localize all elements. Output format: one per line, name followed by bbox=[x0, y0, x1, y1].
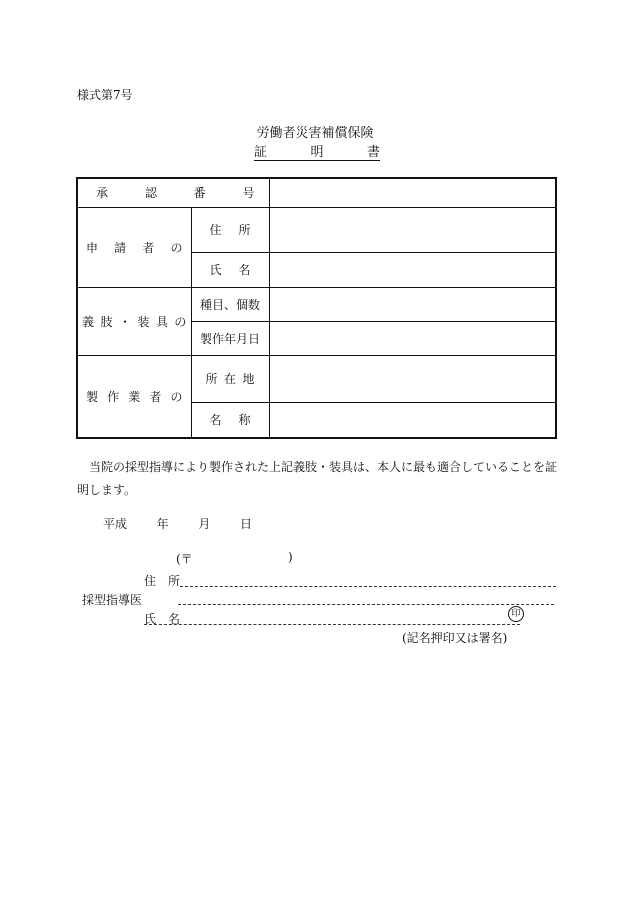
applicant-label: 申 請 者 の bbox=[86, 240, 183, 255]
document-subtitle bbox=[254, 141, 380, 161]
type-quantity-value[interactable] bbox=[269, 287, 556, 321]
location-label-cell bbox=[191, 355, 269, 402]
location-value[interactable] bbox=[269, 355, 556, 402]
certificate-table bbox=[76, 177, 557, 439]
type-quantity-label: 種目、個数 bbox=[199, 297, 260, 312]
name-dashed-line[interactable] bbox=[144, 624, 520, 625]
applicant-label-cell bbox=[77, 207, 191, 287]
seal-mark: 印 bbox=[508, 606, 524, 622]
date-day: 日 bbox=[240, 517, 253, 531]
approval-number-label-cell bbox=[77, 178, 269, 207]
subtitle-char-3: 書 bbox=[366, 145, 380, 160]
type-quantity-label-cell bbox=[191, 287, 269, 321]
approval-number-label: 承 認 番 号 bbox=[96, 186, 255, 201]
applicant-name-label: 氏 名 bbox=[209, 263, 251, 277]
manufacture-date-label: 製作年月日 bbox=[199, 331, 260, 346]
date-month: 月 bbox=[198, 517, 211, 531]
company-name-label: 名 称 bbox=[209, 413, 251, 428]
location-label: 所 在 地 bbox=[205, 372, 255, 386]
subtitle-char-2: 明 bbox=[310, 145, 324, 160]
applicant-name-label-cell bbox=[191, 252, 269, 287]
postal-close: ) bbox=[288, 550, 293, 564]
signature-note: (記名押印又は署名) bbox=[402, 631, 508, 645]
company-name-label-cell bbox=[191, 402, 269, 438]
manufacturer-label-cell bbox=[77, 355, 191, 438]
manufacture-date-label-cell bbox=[191, 321, 269, 355]
date-line bbox=[103, 515, 252, 532]
postal-open: (〒 bbox=[176, 552, 193, 566]
applicant-address-label-cell bbox=[191, 207, 269, 252]
manufacture-date-value[interactable] bbox=[269, 321, 556, 355]
date-year: 年 bbox=[156, 517, 169, 531]
document-title: 労働者災害補償保険 bbox=[256, 126, 374, 141]
date-era: 平成 bbox=[103, 517, 128, 531]
applicant-address-value[interactable] bbox=[269, 207, 556, 252]
subtitle-char-1: 証 bbox=[254, 145, 268, 160]
applicant-address-label: 住 所 bbox=[209, 223, 251, 237]
doctor-label: 採型指導医 bbox=[82, 593, 143, 607]
address-dashed-line[interactable] bbox=[180, 586, 556, 587]
certification-statement: 当院の採型指導により製作された上記義肢・装具は、本人に最も適合していることを証明します。 bbox=[77, 460, 558, 497]
prosthesis-label: 義 肢 ・ 装 具 の bbox=[82, 314, 187, 329]
company-name-value[interactable] bbox=[269, 402, 556, 438]
approval-number-value[interactable] bbox=[269, 178, 556, 207]
form-number: 様式第7号 bbox=[77, 88, 133, 102]
address-label: 住 所 bbox=[144, 574, 180, 588]
manufacturer-label: 製 作 業 者 の bbox=[86, 389, 183, 404]
prosthesis-label-cell bbox=[77, 287, 191, 355]
name-label: 氏 名 bbox=[144, 612, 180, 626]
applicant-name-value[interactable] bbox=[269, 252, 556, 287]
address-second-dashed-line[interactable] bbox=[178, 604, 554, 605]
